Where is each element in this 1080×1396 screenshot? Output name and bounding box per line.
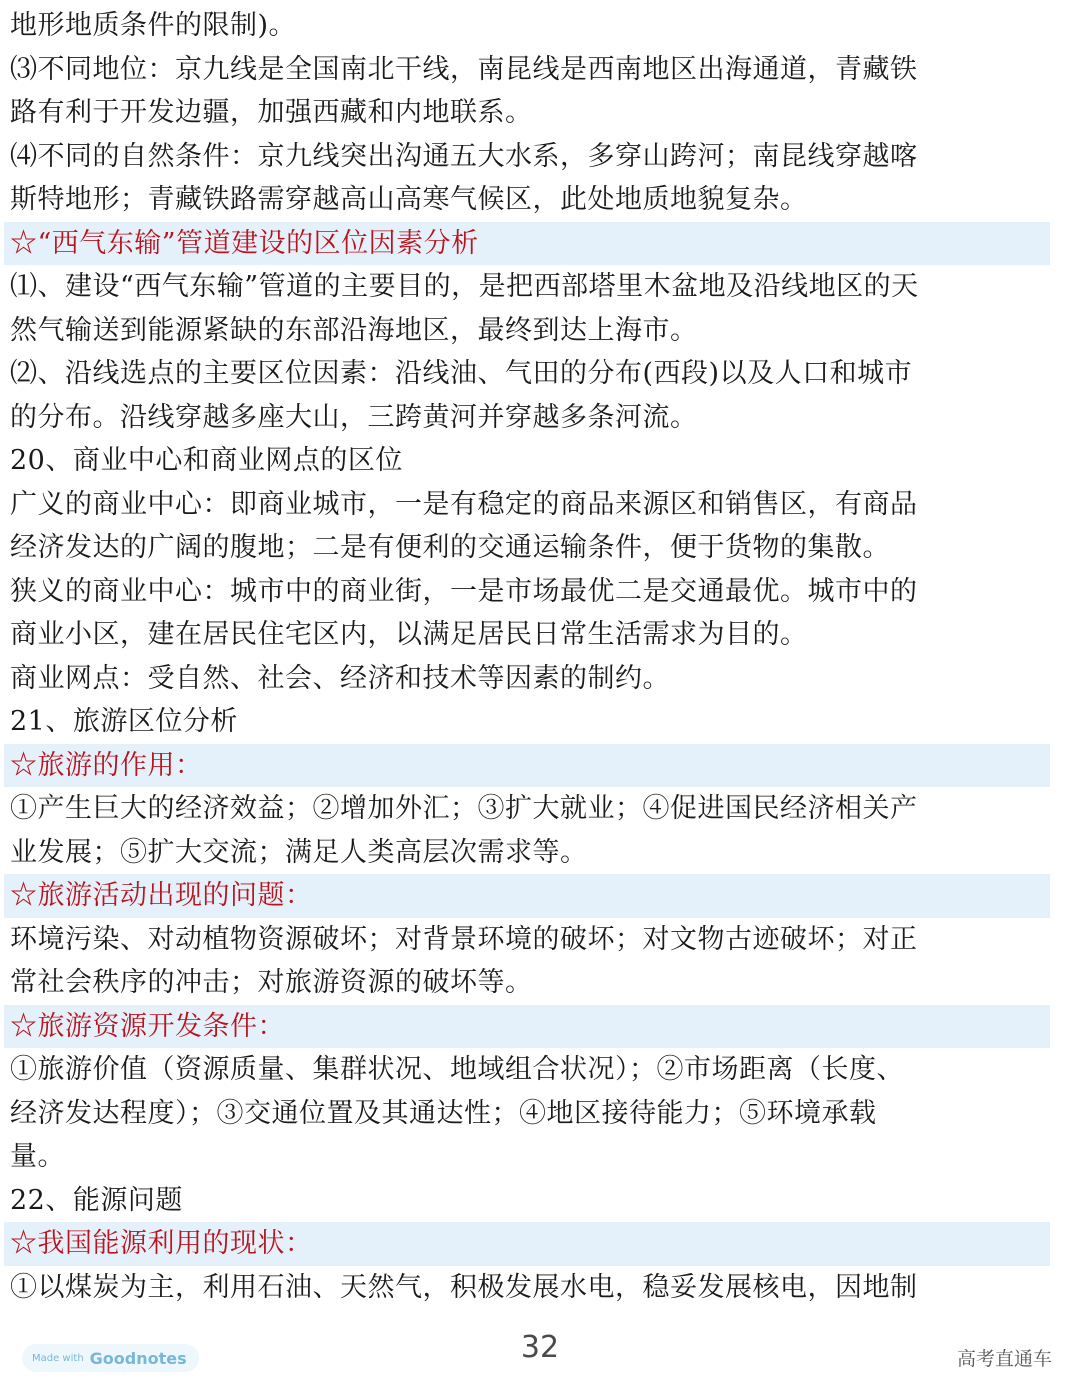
text-line: 21、旅游区位分析 xyxy=(10,706,238,737)
section-heading: ☆我国能源利用的现状： xyxy=(4,1222,1050,1266)
badge-made-with: Made with xyxy=(32,1352,84,1364)
text-line: ⑴、建设“西气东输”管道的主要目的，是把西部塔里木盆地及沿线地区的天 xyxy=(10,271,919,302)
section-heading: ☆旅游活动出现的问题： xyxy=(4,874,1050,918)
text-line: 环境污染、对动植物资源破坏；对背景环境的破坏；对文物古迹破坏；对正 xyxy=(10,923,918,955)
text-line: 路有利于开发边疆，加强西藏和内地联系。 xyxy=(10,97,533,128)
text-line: 商业网点：受自然、社会、经济和技术等因素的制约。 xyxy=(10,662,670,694)
text-line: 常社会秩序的冲击；对旅游资源的破坏等。 xyxy=(10,967,533,998)
watermark-text: 高考直通车 xyxy=(956,1348,1052,1370)
text-line: ⑵、沿线选点的主要区位因素：沿线油、气田的分布(西段)以及人口和城市 xyxy=(10,358,913,389)
section-heading: ☆旅游资源开发条件： xyxy=(4,1005,1050,1049)
text-line: ⑷不同的自然条件：京九线突出沟通五大水系，多穿山跨河；南昆线穿越喀 xyxy=(10,140,918,172)
page-number: 32 xyxy=(520,1330,560,1365)
text-line: ⑶不同地位：京九线是全国南北干线，南昆线是西南地区出海通道，青藏铁 xyxy=(10,53,918,85)
text-line: ①以煤炭为主，利用石油、天然气，积极发展水电，稳妥发展核电，因地制 xyxy=(10,1271,918,1303)
section-heading: ☆“西气东输”管道建设的区位因素分析 xyxy=(4,222,1050,266)
text-line: 的分布。沿线穿越多座大山，三跨黄河并穿越多条河流。 xyxy=(10,401,698,433)
text-line: 然气输送到能源紧缺的东部沿海地区，最终到达上海市。 xyxy=(10,314,698,346)
text-line: 广义的商业中心：即商业城市，一是有稳定的商品来源区和销售区，有商品 xyxy=(10,488,918,520)
text-line: 20、商业中心和商业网点的区位 xyxy=(10,445,403,476)
badge-brand: Goodnotes xyxy=(89,1348,187,1368)
text-line: 经济发达的广阔的腹地；二是有便利的交通运输条件，便于货物的集散。 xyxy=(10,532,890,563)
text-line: 商业小区，建在居民住宅区内，以满足居民日常生活需求为目的。 xyxy=(10,619,808,650)
text-line: 经济发达程度）；③交通位置及其通达性；④地区接待能力；⑤环境承载 xyxy=(10,1097,877,1129)
text-line: 地形地质条件的限制)。 xyxy=(10,10,297,41)
page-footer xyxy=(0,1320,1080,1380)
text-line: 斯特地形；青藏铁路需穿越高山高寒气候区，此处地质地貌复杂。 xyxy=(10,184,808,215)
text-line: ①旅游价值（资源质量、集群状况、地域组合状况）；②市场距离（长度、 xyxy=(10,1054,904,1085)
document-body xyxy=(10,4,1050,1309)
section-heading: ☆旅游的作用： xyxy=(4,744,1050,788)
text-line: ①产生巨大的经济效益；②增加外汇；③扩大就业；④促进国民经济相关产 xyxy=(10,793,918,824)
text-line: 业发展；⑤扩大交流；满足人类高层次需求等。 xyxy=(10,836,588,868)
text-line: 量。 xyxy=(10,1141,65,1172)
text-line: 22、能源问题 xyxy=(10,1184,183,1216)
text-line: 狭义的商业中心：城市中的商业街，一是市场最优二是交通最优。城市中的 xyxy=(10,575,918,607)
